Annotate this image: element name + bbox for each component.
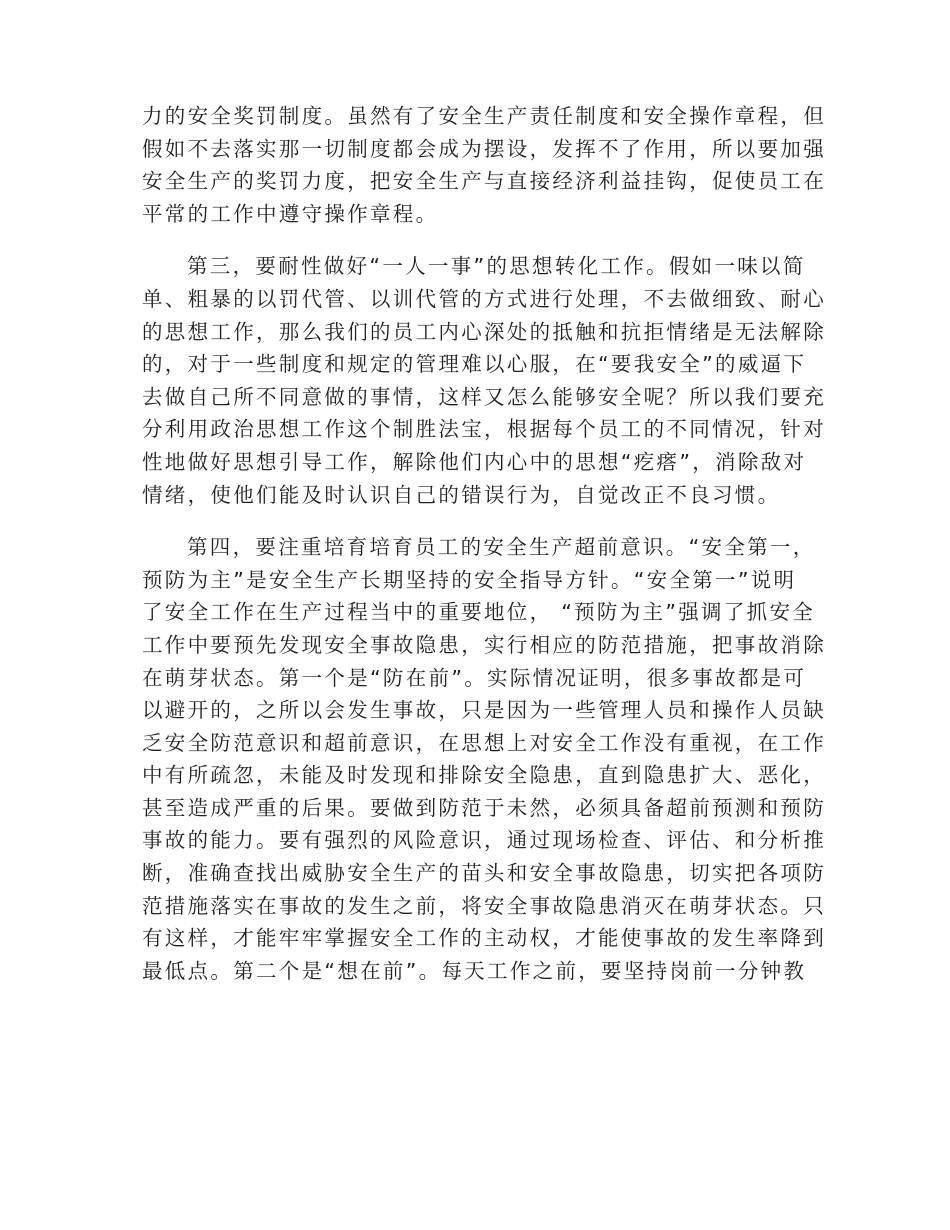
text-line: 以避开的，之所以会发生事故，只是因为一些管理人员和操作人员缺 [142, 698, 826, 723]
paragraph-fourth-point [142, 531, 826, 987]
text-line: 平常的工作中遵守操作章程。 [142, 201, 439, 226]
paragraph-reward-punishment [142, 100, 826, 230]
text-line: 中有所疏忽，未能及时发现和排除安全隐患，直到隐患扩大、恶化， [142, 763, 826, 788]
text-line: 预防为主”是安全生产长期坚持的安全指导方针。“安全第一”说明 [142, 567, 797, 592]
text-line: 分利用政治思想工作这个制胜法宝，根据每个员工的不同情况，针对 [142, 417, 826, 442]
text-line: 情绪，使他们能及时认识自己的错误行为，自觉改正不良习惯。 [142, 482, 781, 507]
text-line: 安全生产的奖罚力度，把安全生产与直接经济利益挂钩，促使员工在 [142, 169, 826, 194]
text-line: 甚至造成严重的后果。要做到防范于未然，必须具备超前预测和预防 [142, 795, 826, 820]
text-line: 事故的能力。要有强烈的风险意识，通过现场检查、评估、和分析推 [142, 828, 826, 853]
text-line: 去做自己所不同意做的事情，这样又怎么能够安全呢？所以我们要充 [142, 384, 826, 409]
text-line: 力的安全奖罚制度。虽然有了安全生产责任制度和安全操作章程，但 [142, 104, 826, 128]
text-line: 有这样，才能牢牢掌握安全工作的主动权，才能使事故的发生率降到 [142, 926, 826, 951]
text-line: 的，对于一些制度和规定的管理难以心服，在“要我安全”的威逼下 [142, 352, 807, 377]
text-line: 性地做好思想引导工作，解除他们内心中的思想“疙瘩”，消除敌对 [142, 449, 807, 474]
text-line: 最低点。第二个是“想在前”。每天工作之前，要坚持岗前一分钟教 [142, 958, 807, 983]
paragraph-third-point [142, 250, 826, 511]
text-line: 在萌芽状态。第一个是“防在前”。实际情况证明，很多事故都是可 [142, 665, 807, 690]
text-line: 第四，要注重培育培育员工的安全生产超前意识。“安全第一， [187, 535, 816, 560]
text-line: 第三，要耐性做好“一人一事”的思想转化工作。假如一味以简 [187, 254, 806, 279]
text-line: 假如不去落实那一切制度都会成为摆设，发挥不了作用，所以要加强 [142, 136, 826, 161]
document-body [142, 100, 826, 1007]
text-line: 单、粗暴的以罚代管、以训代管的方式进行处理，不去做细致、耐心 [142, 286, 826, 311]
text-line: 断，准确查找出威胁安全生产的苗头和安全事故隐患，切实把各项防 [142, 861, 826, 886]
text-line: 范措施落实在事故的发生之前，将安全事故隐患消灭在萌芽状态。只 [142, 893, 826, 918]
text-line: 乏安全防范意识和超前意识，在思想上对安全工作没有重视，在工作 [142, 730, 826, 755]
text-line: 了安全工作在生产过程当中的重要地位， “预防为主”强调了抓安全 [142, 600, 816, 625]
text-line: 的思想工作，那么我们的员工内心深处的抵触和抗拒情绪是无法解除 [142, 319, 826, 344]
text-line: 工作中要预先发现安全事故隐患，实行相应的防范措施，把事故消除 [142, 632, 826, 657]
